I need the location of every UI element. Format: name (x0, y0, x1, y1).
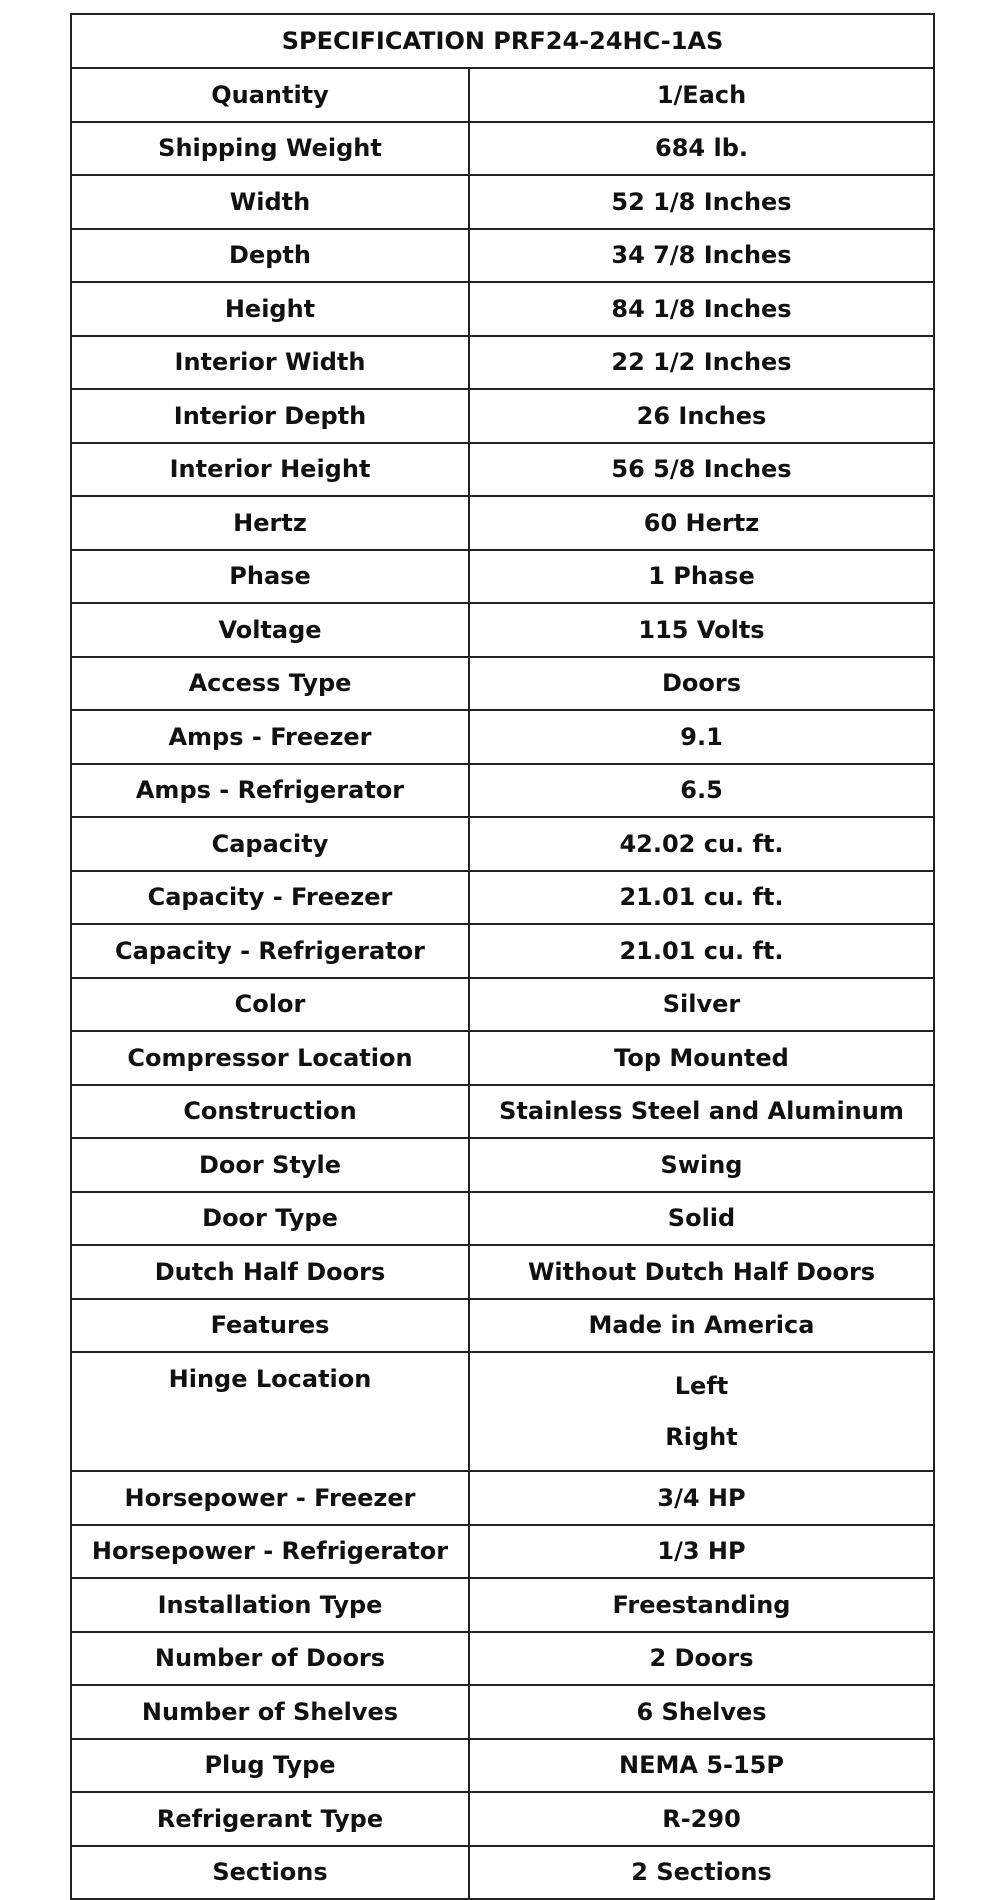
spec-value-list (469, 1352, 934, 1471)
spec-value: 2 Sections (469, 1846, 934, 1900)
spec-label: Capacity - Refrigerator (71, 924, 469, 978)
specification-table (70, 13, 935, 1900)
table-row (71, 1685, 934, 1739)
spec-label: Shipping Weight (71, 122, 469, 176)
spec-value: 6.5 (469, 764, 934, 818)
table-row (71, 710, 934, 764)
table-row (71, 1471, 934, 1525)
spec-label: Amps - Refrigerator (71, 764, 469, 818)
table-row (71, 122, 934, 176)
spec-value: 3/4 HP (469, 1471, 934, 1525)
spec-label: Interior Width (71, 336, 469, 390)
spec-value: 60 Hertz (469, 496, 934, 550)
table-row (71, 1632, 934, 1686)
spec-value: 84 1/8 Inches (469, 282, 934, 336)
table-row (71, 1739, 934, 1793)
spec-label: Door Type (71, 1192, 469, 1246)
table-row (71, 817, 934, 871)
spec-value: 52 1/8 Inches (469, 175, 934, 229)
table-row (71, 1792, 934, 1846)
spec-label: Number of Doors (71, 1632, 469, 1686)
table-row (71, 603, 934, 657)
spec-value: Solid (469, 1192, 934, 1246)
spec-value: Doors (469, 657, 934, 711)
spec-value: 115 Volts (469, 603, 934, 657)
spec-value: Stainless Steel and Aluminum (469, 1085, 934, 1139)
spec-label: Depth (71, 229, 469, 283)
table-row (71, 68, 934, 122)
spec-label: Door Style (71, 1138, 469, 1192)
spec-label: Compressor Location (71, 1031, 469, 1085)
spec-label: Phase (71, 550, 469, 604)
spec-value: 1 Phase (469, 550, 934, 604)
table-row (71, 1192, 934, 1246)
table-row (71, 1299, 934, 1353)
spec-value: Freestanding (469, 1578, 934, 1632)
table-row (71, 443, 934, 497)
spec-value: Made in America (469, 1299, 934, 1353)
spec-value-lines (470, 1360, 933, 1463)
table-row (71, 282, 934, 336)
spec-label: Quantity (71, 68, 469, 122)
spec-value: Silver (469, 978, 934, 1032)
table-row (71, 1846, 934, 1900)
table-row (71, 175, 934, 229)
spec-label: Installation Type (71, 1578, 469, 1632)
spec-label: Horsepower - Freezer (71, 1471, 469, 1525)
spec-label: Hertz (71, 496, 469, 550)
table-row (71, 1578, 934, 1632)
table-row (71, 1352, 934, 1471)
spec-value: 6 Shelves (469, 1685, 934, 1739)
spec-value: 34 7/8 Inches (469, 229, 934, 283)
table-row (71, 924, 934, 978)
spec-value: 684 lb. (469, 122, 934, 176)
spec-value: 22 1/2 Inches (469, 336, 934, 390)
spec-value: NEMA 5-15P (469, 1739, 934, 1793)
spec-label: Sections (71, 1846, 469, 1900)
spec-label: Features (71, 1299, 469, 1353)
spec-label: Number of Shelves (71, 1685, 469, 1739)
table-row (71, 1085, 934, 1139)
table-row (71, 550, 934, 604)
table-row (71, 1245, 934, 1299)
table-row (71, 1031, 934, 1085)
table-title: SPECIFICATION PRF24-24HC-1AS (71, 14, 934, 68)
spec-value: Without Dutch Half Doors (469, 1245, 934, 1299)
spec-value: 9.1 (469, 710, 934, 764)
table-row (71, 764, 934, 818)
spec-label: Capacity (71, 817, 469, 871)
spec-value: 1/Each (469, 68, 934, 122)
table-row (71, 336, 934, 390)
spec-label: Interior Height (71, 443, 469, 497)
spec-label: Plug Type (71, 1739, 469, 1793)
table-row (71, 871, 934, 925)
spec-value: R-290 (469, 1792, 934, 1846)
spec-value: 26 Inches (469, 389, 934, 443)
spec-value: 1/3 HP (469, 1525, 934, 1579)
spec-value: 42.02 cu. ft. (469, 817, 934, 871)
spec-value: Left (674, 1371, 729, 1400)
spec-value: Right (665, 1423, 738, 1452)
table-row (71, 389, 934, 443)
spec-label: Voltage (71, 603, 469, 657)
spec-value: 2 Doors (469, 1632, 934, 1686)
spec-label: Dutch Half Doors (71, 1245, 469, 1299)
spec-value: 21.01 cu. ft. (469, 871, 934, 925)
spec-label: Capacity - Freezer (71, 871, 469, 925)
spec-label: Construction (71, 1085, 469, 1139)
spec-label: Amps - Freezer (71, 710, 469, 764)
spec-label: Interior Depth (71, 389, 469, 443)
spec-label: Refrigerant Type (71, 1792, 469, 1846)
table-row (71, 978, 934, 1032)
table-row (71, 496, 934, 550)
spec-label: Hinge Location (71, 1352, 469, 1471)
spec-value: 21.01 cu. ft. (469, 924, 934, 978)
spec-value: 56 5/8 Inches (469, 443, 934, 497)
table-row (71, 1138, 934, 1192)
table-row (71, 1525, 934, 1579)
table-row (71, 657, 934, 711)
table-row (71, 229, 934, 283)
spec-value: Top Mounted (469, 1031, 934, 1085)
spec-label: Access Type (71, 657, 469, 711)
spec-label: Width (71, 175, 469, 229)
table-body (71, 68, 934, 1899)
spec-label: Horsepower - Refrigerator (71, 1525, 469, 1579)
table-header-row (71, 14, 934, 68)
spec-label: Height (71, 282, 469, 336)
spec-value: Swing (469, 1138, 934, 1192)
spec-label: Color (71, 978, 469, 1032)
